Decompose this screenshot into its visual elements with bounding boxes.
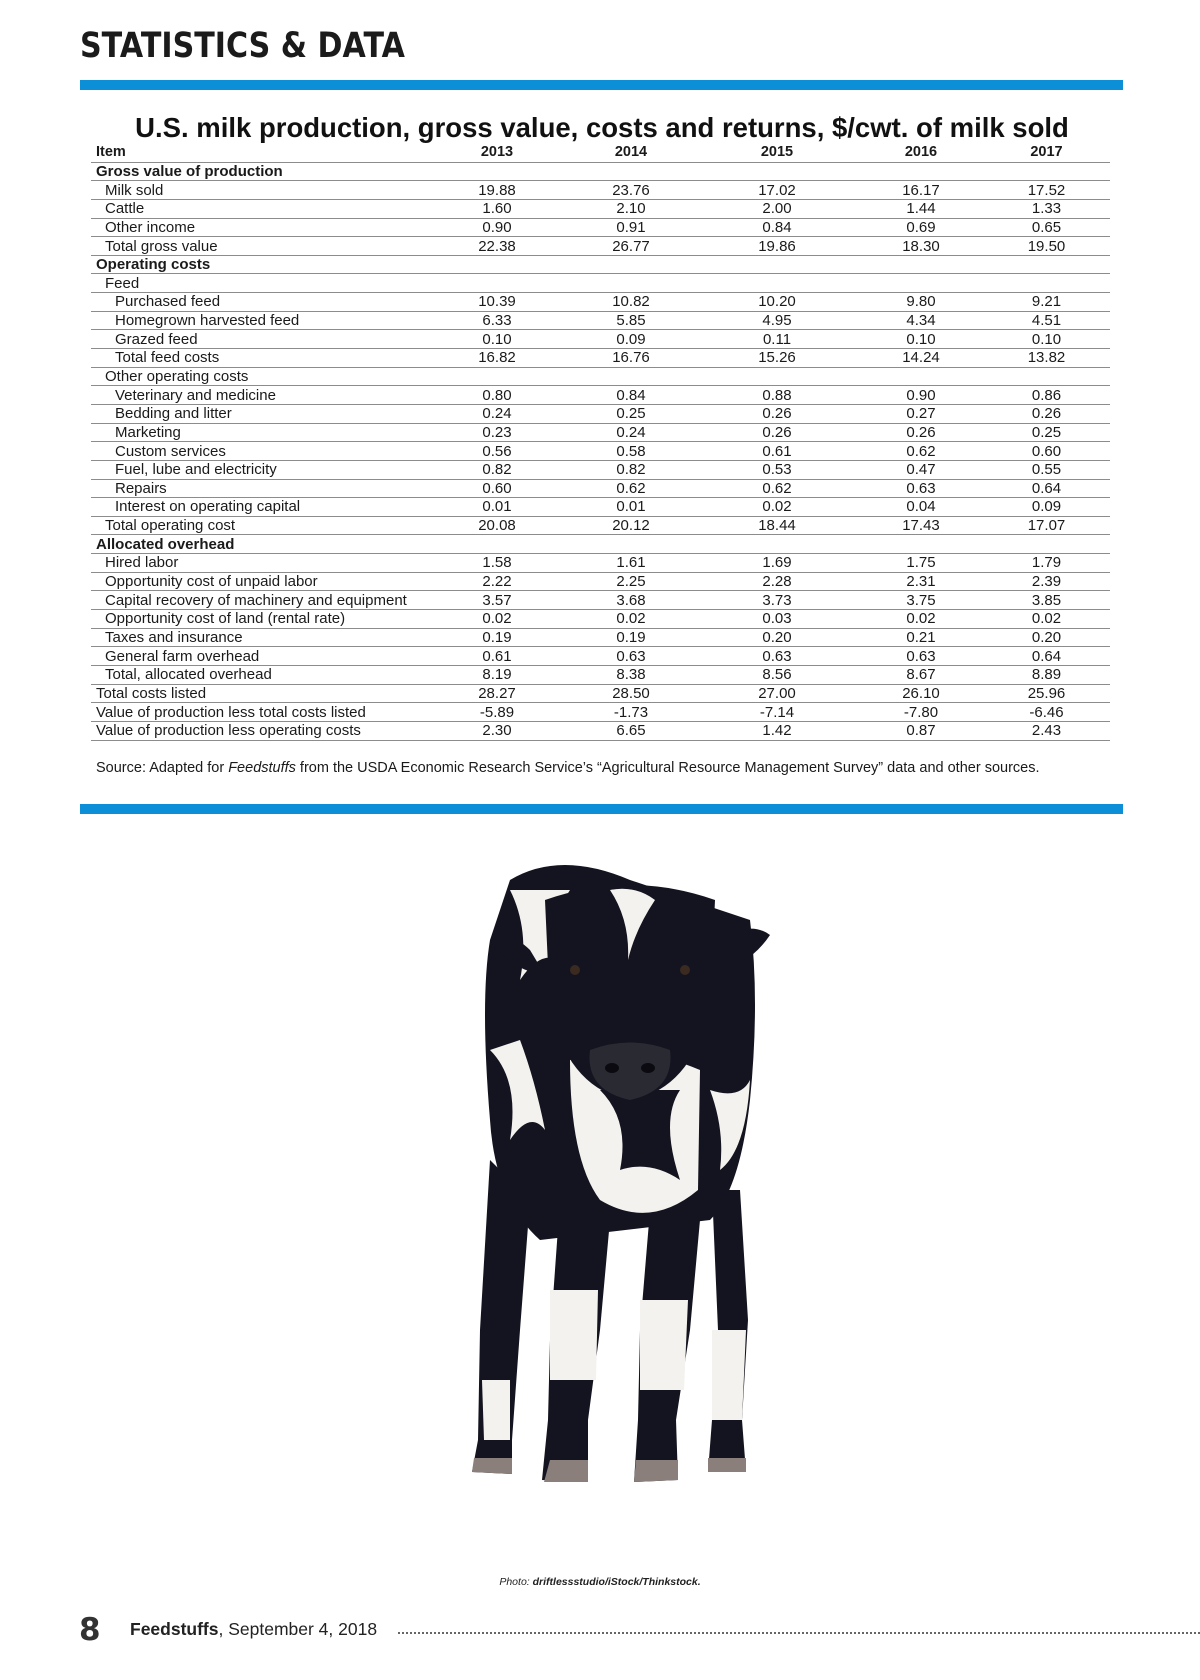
row-value: 0.64 xyxy=(983,479,1110,498)
row-label: Bedding and litter xyxy=(91,404,427,423)
row-value xyxy=(427,535,567,554)
row-value: 0.47 xyxy=(859,460,983,479)
row-value: 0.27 xyxy=(859,404,983,423)
row-value: 1.60 xyxy=(427,199,567,218)
table-row xyxy=(91,181,1110,200)
row-value: 8.38 xyxy=(567,665,695,684)
row-value: 0.62 xyxy=(567,479,695,498)
table-title: U.S. milk production, gross value, costs and returns, $/cwt. of milk sold xyxy=(135,112,1069,143)
row-value: 4.51 xyxy=(983,311,1110,330)
row-value: 0.87 xyxy=(859,721,983,740)
row-label: Hired labor xyxy=(91,554,427,573)
row-value: 0.61 xyxy=(427,647,567,666)
photo-credit-name: driftlessstudio/iStock/Thinkstock. xyxy=(532,1576,701,1588)
row-value: 6.65 xyxy=(567,721,695,740)
row-value: 0.58 xyxy=(567,442,695,461)
row-label: Custom services xyxy=(91,442,427,461)
row-value: -5.89 xyxy=(427,703,567,722)
row-value xyxy=(695,274,859,293)
row-value: 0.26 xyxy=(695,423,859,442)
row-value: 0.69 xyxy=(859,218,983,237)
row-value xyxy=(983,274,1110,293)
row-value: 0.84 xyxy=(567,386,695,405)
row-value: -7.14 xyxy=(695,703,859,722)
row-label: Capital recovery of machinery and equipment xyxy=(91,591,427,610)
row-value: 8.56 xyxy=(695,665,859,684)
row-label: Grazed feed xyxy=(91,330,427,349)
row-value: 0.10 xyxy=(859,330,983,349)
row-value xyxy=(695,255,859,274)
row-label: Total operating cost xyxy=(91,516,427,535)
row-value: 0.90 xyxy=(427,218,567,237)
table-row xyxy=(91,423,1110,442)
row-label: Fuel, lube and electricity xyxy=(91,460,427,479)
table-row xyxy=(91,274,1110,293)
row-label: Marketing xyxy=(91,423,427,442)
row-value: 0.11 xyxy=(695,330,859,349)
table-row xyxy=(91,479,1110,498)
source-prefix: Source: Adapted for xyxy=(96,760,229,776)
row-value: 2.28 xyxy=(695,572,859,591)
row-label: Other operating costs xyxy=(91,367,427,386)
row-value: 3.68 xyxy=(567,591,695,610)
row-value: 23.76 xyxy=(567,181,695,200)
row-value: 0.80 xyxy=(427,386,567,405)
table-row xyxy=(91,684,1110,703)
row-label: Opportunity cost of land (rental rate) xyxy=(91,610,427,629)
row-value: 25.96 xyxy=(983,684,1110,703)
row-label: Total feed costs xyxy=(91,349,427,368)
row-value: 13.82 xyxy=(983,349,1110,368)
column-header-year: 2013 xyxy=(427,144,567,162)
table-row xyxy=(91,554,1110,573)
row-value: 0.26 xyxy=(859,423,983,442)
row-value: 0.55 xyxy=(983,460,1110,479)
row-value xyxy=(695,535,859,554)
row-value xyxy=(859,255,983,274)
row-value: 1.61 xyxy=(567,554,695,573)
footer-date: , September 4, 2018 xyxy=(218,1619,378,1639)
row-label: Operating costs xyxy=(91,255,427,274)
table-row xyxy=(91,199,1110,218)
row-value: 28.50 xyxy=(567,684,695,703)
table-row xyxy=(91,162,1110,181)
row-value: 0.64 xyxy=(983,647,1110,666)
row-value: 9.21 xyxy=(983,293,1110,312)
row-value: 0.63 xyxy=(859,647,983,666)
row-value: 0.62 xyxy=(695,479,859,498)
photo-credit-prefix: Photo: xyxy=(499,1576,533,1588)
table-row xyxy=(91,442,1110,461)
row-value: 22.38 xyxy=(427,237,567,256)
footer-publication-name: Feedstuffs xyxy=(130,1619,219,1639)
row-value: 5.85 xyxy=(567,311,695,330)
row-value: 8.67 xyxy=(859,665,983,684)
table-row xyxy=(91,255,1110,274)
row-value: 0.26 xyxy=(983,404,1110,423)
row-value: 1.58 xyxy=(427,554,567,573)
table-row xyxy=(91,311,1110,330)
row-value: 0.56 xyxy=(427,442,567,461)
row-value xyxy=(859,535,983,554)
row-value: 18.30 xyxy=(859,237,983,256)
row-value: 2.30 xyxy=(427,721,567,740)
table-row xyxy=(91,330,1110,349)
row-value: 16.76 xyxy=(567,349,695,368)
row-label: Feed xyxy=(91,274,427,293)
source-suffix: from the USDA Economic Research Service’s “Agricultural Resource Management Survey” data and other sources. xyxy=(295,760,1040,776)
row-label: Veterinary and medicine xyxy=(91,386,427,405)
table-row xyxy=(91,665,1110,684)
row-value: 1.44 xyxy=(859,199,983,218)
row-value: 17.43 xyxy=(859,516,983,535)
row-value: 0.02 xyxy=(427,610,567,629)
row-label: Total gross value xyxy=(91,237,427,256)
row-label: Gross value of production xyxy=(91,162,427,181)
row-value: 0.02 xyxy=(695,498,859,517)
row-value: 2.25 xyxy=(567,572,695,591)
row-value: 20.12 xyxy=(567,516,695,535)
table-row xyxy=(91,703,1110,722)
row-value: 0.91 xyxy=(567,218,695,237)
table-body xyxy=(91,162,1110,740)
row-value: 0.02 xyxy=(859,610,983,629)
row-value: 0.03 xyxy=(695,610,859,629)
footer-dotted-rule xyxy=(398,1632,1200,1634)
row-value: 27.00 xyxy=(695,684,859,703)
row-value: 17.52 xyxy=(983,181,1110,200)
table-row xyxy=(91,628,1110,647)
table-row xyxy=(91,460,1110,479)
row-value xyxy=(983,367,1110,386)
row-value: 0.09 xyxy=(983,498,1110,517)
table-row xyxy=(91,610,1110,629)
row-value xyxy=(567,274,695,293)
row-value: 0.82 xyxy=(427,460,567,479)
row-value xyxy=(427,367,567,386)
row-value: 0.60 xyxy=(427,479,567,498)
row-value: 0.09 xyxy=(567,330,695,349)
row-value xyxy=(983,162,1110,181)
row-value: 17.02 xyxy=(695,181,859,200)
row-value: 0.19 xyxy=(427,628,567,647)
row-value: 19.50 xyxy=(983,237,1110,256)
row-value xyxy=(983,255,1110,274)
row-value: 2.22 xyxy=(427,572,567,591)
row-value: 9.80 xyxy=(859,293,983,312)
row-value: 26.10 xyxy=(859,684,983,703)
row-value: 0.19 xyxy=(567,628,695,647)
row-value xyxy=(427,255,567,274)
column-header-year: 2015 xyxy=(695,144,859,162)
row-label: Allocated overhead xyxy=(91,535,427,554)
row-value: 1.75 xyxy=(859,554,983,573)
row-value xyxy=(859,274,983,293)
row-value: 14.24 xyxy=(859,349,983,368)
cow-icon xyxy=(472,865,770,1482)
table-row xyxy=(91,535,1110,554)
row-value: 20.08 xyxy=(427,516,567,535)
column-header-year: 2016 xyxy=(859,144,983,162)
footer-publication xyxy=(130,1619,377,1640)
row-value: 0.25 xyxy=(983,423,1110,442)
row-label: Value of production less total costs listed xyxy=(91,703,427,722)
table-row xyxy=(91,572,1110,591)
row-value: 0.62 xyxy=(859,442,983,461)
row-value: 0.24 xyxy=(567,423,695,442)
table-row xyxy=(91,293,1110,312)
row-value xyxy=(567,367,695,386)
row-value xyxy=(567,535,695,554)
row-value xyxy=(427,274,567,293)
row-value: 0.60 xyxy=(983,442,1110,461)
row-value: 17.07 xyxy=(983,516,1110,535)
row-value: 0.20 xyxy=(983,628,1110,647)
table-row xyxy=(91,498,1110,517)
row-value: 0.02 xyxy=(567,610,695,629)
page-number: 8 xyxy=(79,1612,101,1648)
row-label: Homegrown harvested feed xyxy=(91,311,427,330)
row-value: 2.00 xyxy=(695,199,859,218)
row-value: 26.77 xyxy=(567,237,695,256)
row-value xyxy=(567,162,695,181)
row-value: 6.33 xyxy=(427,311,567,330)
row-value: 0.23 xyxy=(427,423,567,442)
table-row xyxy=(91,237,1110,256)
row-value: 3.75 xyxy=(859,591,983,610)
column-header-item: Item xyxy=(91,144,427,162)
row-value: 1.69 xyxy=(695,554,859,573)
column-header-year: 2017 xyxy=(983,144,1110,162)
row-value: 28.27 xyxy=(427,684,567,703)
row-value: -7.80 xyxy=(859,703,983,722)
row-value: 19.86 xyxy=(695,237,859,256)
row-label: Total, allocated overhead xyxy=(91,665,427,684)
row-value: 10.20 xyxy=(695,293,859,312)
row-value: 15.26 xyxy=(695,349,859,368)
row-value: 1.42 xyxy=(695,721,859,740)
row-value: 0.20 xyxy=(695,628,859,647)
row-value: 10.39 xyxy=(427,293,567,312)
column-header-year: 2014 xyxy=(567,144,695,162)
row-label: Other income xyxy=(91,218,427,237)
row-value: 0.10 xyxy=(983,330,1110,349)
cow-photo xyxy=(450,860,820,1520)
row-value: 19.88 xyxy=(427,181,567,200)
row-value: 3.85 xyxy=(983,591,1110,610)
row-value xyxy=(859,367,983,386)
row-label: Repairs xyxy=(91,479,427,498)
row-value: 2.43 xyxy=(983,721,1110,740)
row-value xyxy=(859,162,983,181)
row-value: 0.53 xyxy=(695,460,859,479)
section-header: STATISTICS & DATA xyxy=(80,26,405,66)
table-row xyxy=(91,591,1110,610)
row-value: 0.88 xyxy=(695,386,859,405)
row-value: -1.73 xyxy=(567,703,695,722)
row-label: Cattle xyxy=(91,199,427,218)
row-label: General farm overhead xyxy=(91,647,427,666)
row-label: Milk sold xyxy=(91,181,427,200)
row-value: -6.46 xyxy=(983,703,1110,722)
row-value: 0.26 xyxy=(695,404,859,423)
row-value xyxy=(695,367,859,386)
row-value: 0.65 xyxy=(983,218,1110,237)
row-value xyxy=(695,162,859,181)
row-label: Purchased feed xyxy=(91,293,427,312)
row-value: 3.73 xyxy=(695,591,859,610)
table-row xyxy=(91,404,1110,423)
row-value: 18.44 xyxy=(695,516,859,535)
row-value: 2.10 xyxy=(567,199,695,218)
row-value: 16.82 xyxy=(427,349,567,368)
row-label: Total costs listed xyxy=(91,684,427,703)
source-publication: Feedstuffs xyxy=(228,760,296,776)
row-value: 0.61 xyxy=(695,442,859,461)
row-label: Opportunity cost of unpaid labor xyxy=(91,572,427,591)
row-value: 2.39 xyxy=(983,572,1110,591)
row-value: 3.57 xyxy=(427,591,567,610)
row-value: 8.19 xyxy=(427,665,567,684)
row-value: 0.63 xyxy=(567,647,695,666)
row-value: 0.84 xyxy=(695,218,859,237)
source-note xyxy=(96,760,1111,776)
table-row xyxy=(91,386,1110,405)
row-value: 0.21 xyxy=(859,628,983,647)
row-value: 0.63 xyxy=(695,647,859,666)
row-value: 8.89 xyxy=(983,665,1110,684)
row-label: Taxes and insurance xyxy=(91,628,427,647)
table-row xyxy=(91,516,1110,535)
table-row xyxy=(91,367,1110,386)
row-value: 2.31 xyxy=(859,572,983,591)
row-value: 1.79 xyxy=(983,554,1110,573)
row-value: 16.17 xyxy=(859,181,983,200)
row-value xyxy=(983,535,1110,554)
row-value: 0.01 xyxy=(567,498,695,517)
row-value: 0.90 xyxy=(859,386,983,405)
row-value: 0.25 xyxy=(567,404,695,423)
table-row xyxy=(91,721,1110,740)
top-accent-rule xyxy=(80,80,1123,90)
row-value: 0.63 xyxy=(859,479,983,498)
row-label: Interest on operating capital xyxy=(91,498,427,517)
table-row xyxy=(91,218,1110,237)
photo-credit xyxy=(0,1576,1200,1588)
row-value: 0.82 xyxy=(567,460,695,479)
row-label: Value of production less operating costs xyxy=(91,721,427,740)
row-value: 4.34 xyxy=(859,311,983,330)
milk-cost-table xyxy=(91,144,1110,741)
row-value: 0.04 xyxy=(859,498,983,517)
table-row xyxy=(91,647,1110,666)
row-value: 0.24 xyxy=(427,404,567,423)
row-value: 0.10 xyxy=(427,330,567,349)
row-value: 0.86 xyxy=(983,386,1110,405)
row-value: 1.33 xyxy=(983,199,1110,218)
table-row xyxy=(91,349,1110,368)
bottom-accent-rule xyxy=(80,804,1123,814)
row-value xyxy=(567,255,695,274)
table-header-row xyxy=(91,144,1110,162)
row-value: 10.82 xyxy=(567,293,695,312)
row-value: 0.01 xyxy=(427,498,567,517)
row-value xyxy=(427,162,567,181)
row-value: 0.02 xyxy=(983,610,1110,629)
row-value: 4.95 xyxy=(695,311,859,330)
